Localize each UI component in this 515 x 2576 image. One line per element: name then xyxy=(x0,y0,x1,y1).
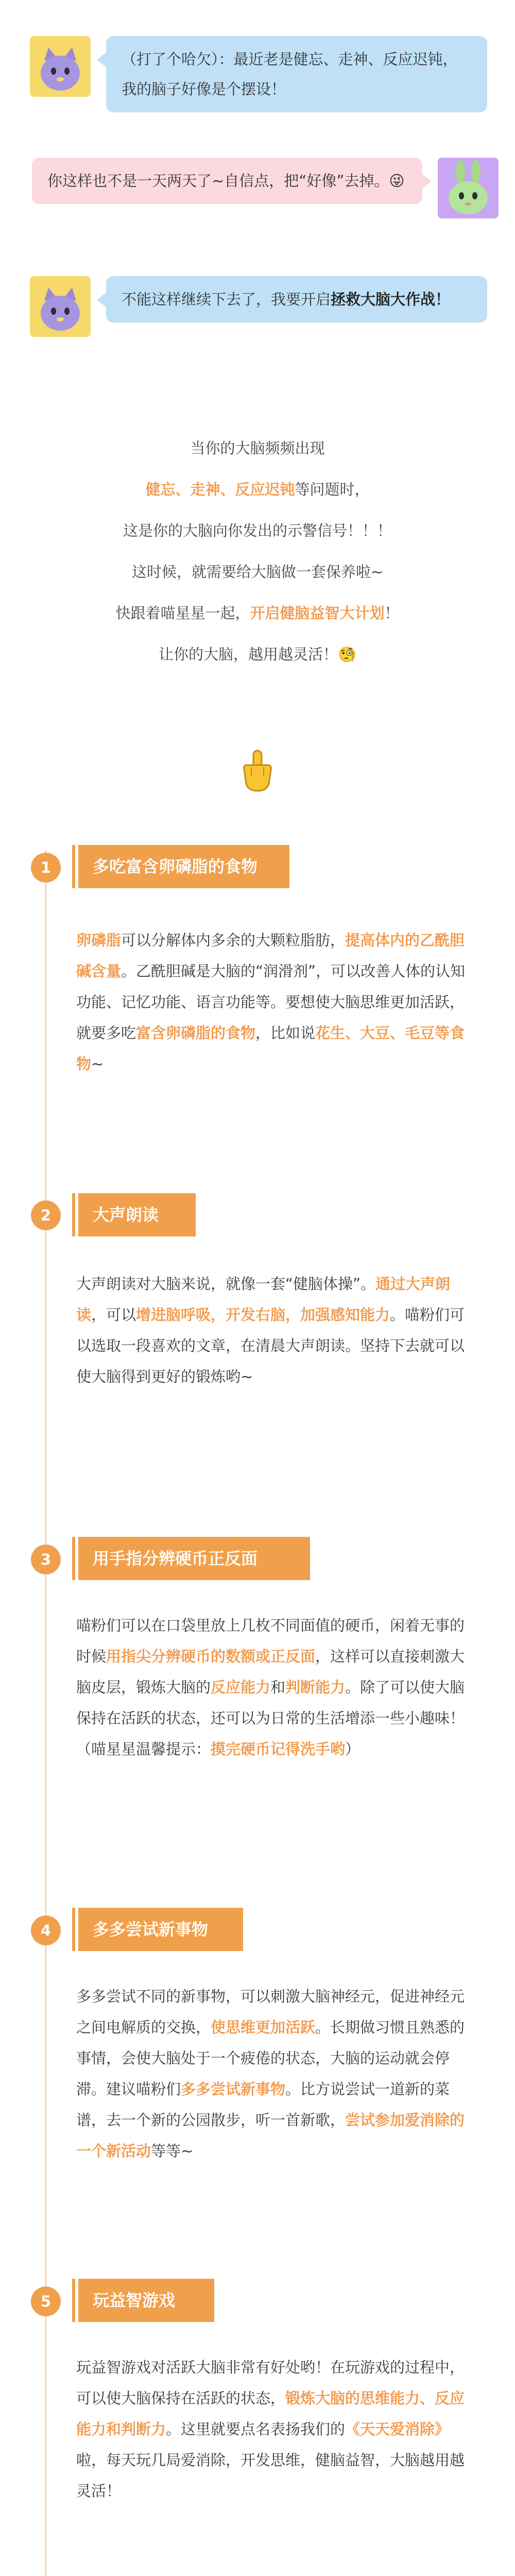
section-body xyxy=(76,925,478,1079)
body-text: 啦，每天玩几局爱消除，开发思维，健脑益智，大脑越用越灵活！ xyxy=(76,2451,465,2500)
intro-text: 快跟着喵星星一起， xyxy=(115,604,250,622)
body-highlight: 提高体内的乙酰胆碱含量 xyxy=(76,931,465,980)
body-highlight: 通过大声朗读 xyxy=(76,1275,451,1324)
body-text: 等等~ xyxy=(151,2142,194,2160)
section-title: 多吃富含卵磷脂的食物 xyxy=(78,845,289,888)
body-text: 多多尝试不同的新事物，可以刺激大脑神经元，促进神经元之间电解质的交换， xyxy=(76,1988,465,2036)
body-text: 。长期做习惯且熟悉的事情，会使大脑处于一个疲倦的状态，大脑的运动就会停滞。建议喵粉们 xyxy=(76,2019,465,2098)
intro-line xyxy=(0,469,515,510)
chat-text: 不能这样继续下去了，我要开启 xyxy=(122,291,331,308)
section-number: 1 xyxy=(31,853,61,883)
intro-line xyxy=(0,592,515,634)
body-text: 可以分解体内多余的大颗粒脂肪， xyxy=(121,931,346,949)
body-text: ~ xyxy=(91,1055,104,1073)
body-text: 喵粉们可以在口袋里放上几枚不同面值的硬币，闲着无事的时候 xyxy=(76,1617,465,1665)
body-text: 大声朗读对大脑来说，就像一套“健脑体操”。 xyxy=(76,1275,376,1293)
chat-message-1 xyxy=(30,36,487,112)
section-number: 3 xyxy=(31,1545,61,1574)
pointing-down-hand-icon xyxy=(238,750,277,793)
body-highlight: 摸完硬币记得洗手哟 xyxy=(211,1740,346,1758)
section-body xyxy=(76,1268,478,1392)
section-title: 多多尝试新事物 xyxy=(78,1908,243,1951)
section-number: 2 xyxy=(31,1200,61,1230)
body-text: 。除了可以使大脑保持在活跃的状态，还可以为日常的生活增添一些小趣味！（喵星星温馨提示： xyxy=(76,1679,465,1758)
intro-highlight: 健忘、走神、反应迟钝 xyxy=(145,481,295,498)
body-text: ，这样可以直接刺激大脑皮层，锻炼大脑的 xyxy=(76,1648,465,1696)
chat-message-3 xyxy=(30,276,487,337)
body-text: ，比如说 xyxy=(255,1024,316,1042)
intro-line: 当你的大脑频频出现 xyxy=(190,439,325,457)
body-text: 。这里就要点名表扬我们的 xyxy=(166,2420,346,2438)
chat-text: （打了个哈欠）：最近老是健忘、走神、反应迟钝，我的脑子好像是个摆设！ xyxy=(122,50,458,98)
section-body xyxy=(76,1610,478,1765)
chat-text: 你这样也不是一天两天了~自信点，把“好像”去掉。😜 xyxy=(47,172,405,190)
intro-highlight: 开启健脑益智大计划 xyxy=(250,604,385,622)
body-highlight: 卵磷脂 xyxy=(76,931,122,949)
chat-message-2 xyxy=(32,158,499,218)
body-text: 。喵粉们可以选取一段喜欢的文章，在清晨大声朗读。坚持下去就可以使大脑得到更好的锻炼哟~ xyxy=(76,1306,465,1385)
bunny-avatar xyxy=(438,158,499,218)
body-highlight: 尝试参加爱消除的一个新活动 xyxy=(76,2111,465,2160)
section-title: 用手指分辨硬币正反面 xyxy=(78,1537,310,1580)
body-text: 玩益智游戏对活跃大脑非常有好处哟！在玩游戏的过程中，可以使大脑保持在活跃的状态， xyxy=(76,2359,465,2407)
body-highlight: 锻炼大脑的思维能力、反应能力和判断力 xyxy=(76,2389,465,2438)
section-body xyxy=(76,1981,478,2166)
body-highlight: 富含卵磷脂的食物 xyxy=(136,1024,256,1042)
body-highlight: 反应能力 xyxy=(211,1679,271,1696)
intro-line: 这是你的大脑向你发出的示警信号！！！ xyxy=(123,522,392,539)
body-highlight: 使思维更加活跃 xyxy=(211,2019,316,2036)
body-text: 。乙酰胆碱是大脑的“润滑剂”，可以改善人体的认知功能、记忆功能、语言功能等。要想使大脑思维更加活跃，就要多吃 xyxy=(76,962,466,1042)
intro xyxy=(0,428,515,675)
body-highlight: 用指尖分辨硬币的数额或正反面 xyxy=(106,1648,316,1665)
body-text: 。比方说尝试一道新的菜谱，去一个新的公园散步，听一首新歌， xyxy=(76,2080,450,2129)
section-title: 大声朗读 xyxy=(78,1193,196,1236)
intro-text: 等问题时， xyxy=(295,481,370,498)
chat-bubble xyxy=(106,276,487,323)
body-text: ） xyxy=(345,1740,360,1758)
body-text: 和 xyxy=(270,1679,286,1696)
section-number: 4 xyxy=(31,1916,61,1945)
intro-line: 让你的大脑，越用越灵活！🧐 xyxy=(158,646,357,663)
intro-text: ！ xyxy=(384,604,400,622)
intro-line: 这时候，就需要给大脑做一套保养啦~ xyxy=(131,563,384,581)
chat-bubble xyxy=(32,158,422,204)
body-highlight: 判断能力 xyxy=(285,1679,346,1696)
body-highlight: 《天天爱消除》 xyxy=(345,2420,450,2438)
section-title: 玩益智游戏 xyxy=(78,2279,214,2322)
section-number: 5 xyxy=(31,2286,61,2316)
section-body xyxy=(76,2352,478,2506)
body-highlight: 花生、大豆、毛豆等食物 xyxy=(76,1024,465,1073)
cat-avatar xyxy=(30,36,91,97)
body-highlight: 多多尝试新事物 xyxy=(181,2080,286,2098)
timeline-line xyxy=(45,850,46,2576)
body-text: ，可以 xyxy=(91,1306,136,1324)
chat-bubble xyxy=(106,36,487,112)
chat-text-strong: 拯救大脑大作战！ xyxy=(331,291,451,308)
cat-avatar xyxy=(30,276,91,337)
body-highlight: 增进脑呼吸，开发右脑，加强感知能力 xyxy=(136,1306,390,1324)
